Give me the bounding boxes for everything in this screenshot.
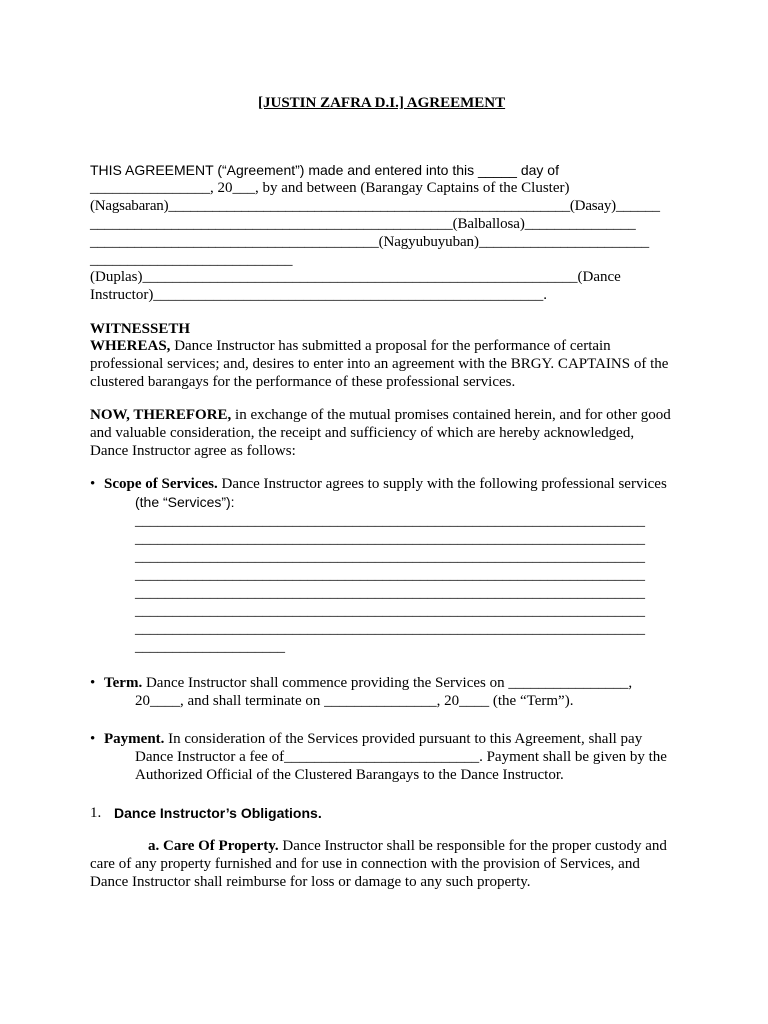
scope-line-1 [104,475,667,493]
payment-label: Payment. [104,731,165,747]
intro-line-1-a: THIS AGREEMENT (“Agreement”) made and entered into this [90,162,479,178]
scope-blank-8: ____________________ [135,639,285,655]
scope-text-1: Dance Instructor agrees to supply with the following professional services [217,476,667,492]
intro-line-7: (Duplas)__________________________________________________________(Dance [90,269,621,285]
payment-bullet: • [90,731,96,747]
payment-line-3: Authorized Official of the Clustered Barangays to the Dance Instructor. [135,767,564,783]
intro-line-5: _______________________________________(Nagyubuyuban)_______________________ [90,234,650,250]
payment-text-1: In consideration of the Services provided pursuant to this Agreement, shall pay [164,731,643,747]
scope-blank-4: ____________________________________________________________________ [135,567,645,583]
scope-blank-2: ____________________________________________________________________ [135,531,645,547]
care-line-2: care of any property furnished and for use in connection with the provision of Services, and [90,856,640,872]
whereas-line-3: clustered barangays for the performance of these professional services. [90,374,516,390]
now-therefore-line-2: and valuable consideration, the receipt and sufficiency of which are hereby acknowledged, [90,425,635,441]
whereas-line-2: professional services; and, desires to enter into an agreement with the BRGY. CAPTAINS of the [90,356,669,372]
intro-line-4: _________________________________________________(Balballosa)_______________ [90,216,636,232]
witnesseth-heading: WITNESSETH [90,321,191,337]
scope-bullet: • [90,476,96,492]
payment-line-1 [104,730,642,748]
scope-blank-6: ____________________________________________________________________ [135,603,645,619]
now-therefore-text-1: in exchange of the mutual promises contained herein, and for other good [231,407,671,423]
scope-blank-3: ____________________________________________________________________ [135,549,645,565]
care-line-1 [148,837,667,855]
whereas-label: WHEREAS, [90,338,171,354]
care-text-1: Dance Instructor shall be responsible for the proper custody and [278,838,667,854]
now-therefore-line-1 [90,406,671,424]
scope-line-2: (the “Services”): [135,494,235,510]
intro-line-1-c: day of [516,162,559,178]
payment-line-2: Dance Instructor a fee of__________________________. Payment shall be given by the [135,749,667,765]
scope-label: Scope of Services. [104,476,218,492]
term-line-1 [104,674,632,692]
day-blank: _____ [478,162,517,178]
term-bullet: • [90,675,96,691]
intro-line-6: ___________________________ [90,252,293,268]
scope-blank-5: ____________________________________________________________________ [135,585,645,601]
now-therefore-line-3: Dance Instructor agree as follows: [90,443,296,459]
term-label: Term. [104,675,143,691]
intro-line-2: ________________, 20___, by and between (Barangay Captains of the Cluster) [90,180,570,196]
care-label: a. Care Of Property. [148,838,279,854]
care-line-3: Dance Instructor shall reimburse for loss or damage to any such property. [90,874,531,890]
scope-blank-7: ____________________________________________________________________ [135,621,645,637]
scope-blank-1: ____________________________________________________________________ [135,513,645,529]
intro-line-8: Instructor)____________________________________________________. [90,287,548,303]
intro-line-1 [90,161,559,179]
term-text-1: Dance Instructor shall commence providing the Services on ________________, [142,675,633,691]
obligations-number: 1. [90,805,102,821]
term-line-2: 20____, and shall terminate on _______________, 20____ (the “Term”). [135,693,574,709]
intro-line-3: (Nagsabaran)_______________________________________________________(Dasay)______ [90,198,660,214]
whereas-text-1: Dance Instructor has submitted a proposal for the performance of certain [170,338,611,354]
now-therefore-label: NOW, THEREFORE, [90,407,232,423]
document-title: [JUSTIN ZAFRA D.I.] AGREEMENT [258,95,506,111]
whereas-line-1 [90,337,611,355]
obligations-heading: Dance Instructor’s Obligations. [114,805,322,821]
